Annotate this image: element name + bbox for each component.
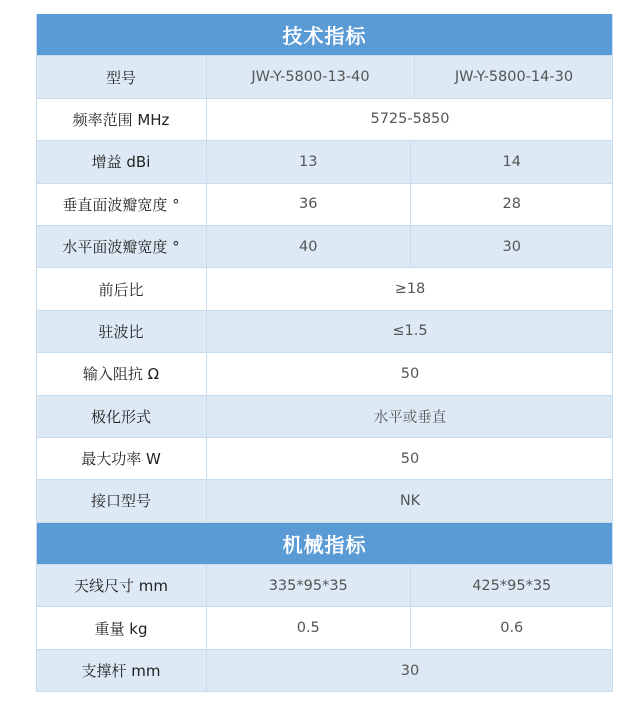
row-impedance [36,353,613,395]
row-label: 支撑杆 mm [36,650,207,691]
cell-value: 425*95*35 [472,577,552,594]
row-label: 天线尺寸 mm [36,565,207,606]
row-label: 型号 [36,56,207,97]
row-label: 输入阻抗 Ω [36,353,207,394]
row-model [36,56,613,98]
row-frequency [36,99,613,141]
cell-value: JW-Y-5800-13-40 [207,56,415,97]
row-label: 极化形式 [36,396,207,437]
cell-value: JW-Y-5800-14-30 [454,69,574,86]
row-weight [36,607,613,649]
cell-value: 40 [207,226,411,267]
row-label: 重量 kg [36,607,207,648]
cell-value: 30 [400,662,420,679]
cell-value: 36 [207,184,411,225]
section-header-tech [36,14,613,56]
cell-value: NK [399,492,421,509]
row-connector [36,480,613,522]
row-label: 频率范围 MHz [36,99,207,140]
row-label: 增益 dBi [36,141,207,182]
row-vswr [36,311,613,353]
row-vertical-beamwidth [36,184,613,226]
row-antenna-size [36,565,613,607]
row-front-back-ratio [36,268,613,310]
cell-value: 13 [207,141,411,182]
cell-value: 28 [502,196,521,213]
cell-value: 335*95*35 [207,565,411,606]
cell-value: 0.5 [207,607,411,648]
cell-value: 50 [400,450,420,467]
section-title: 技术指标 [282,24,367,49]
row-label: 驻波比 [36,311,207,352]
row-label: 最大功率 W [36,438,207,479]
cell-value: 14 [502,153,521,170]
section-title: 机械指标 [282,532,367,557]
cell-value: 30 [502,238,521,255]
row-polarization [36,396,613,438]
row-horizontal-beamwidth [36,226,613,268]
section-header-mech [36,523,613,565]
row-support-pole [36,650,613,692]
cell-value: ≥18 [394,281,426,298]
cell-value: 水平或垂直 [373,409,447,426]
row-label: 接口型号 [36,480,207,521]
cell-value: 50 [400,365,420,382]
row-label: 前后比 [36,268,207,309]
row-label: 水平面波瓣宽度 ° [36,226,207,267]
cell-value: 5725-5850 [370,111,450,128]
cell-value: 0.6 [500,620,524,637]
spec-table [36,14,613,692]
row-gain [36,141,613,183]
row-label: 垂直面波瓣宽度 ° [36,184,207,225]
row-max-power [36,438,613,480]
cell-value: ≤1.5 [392,323,428,340]
